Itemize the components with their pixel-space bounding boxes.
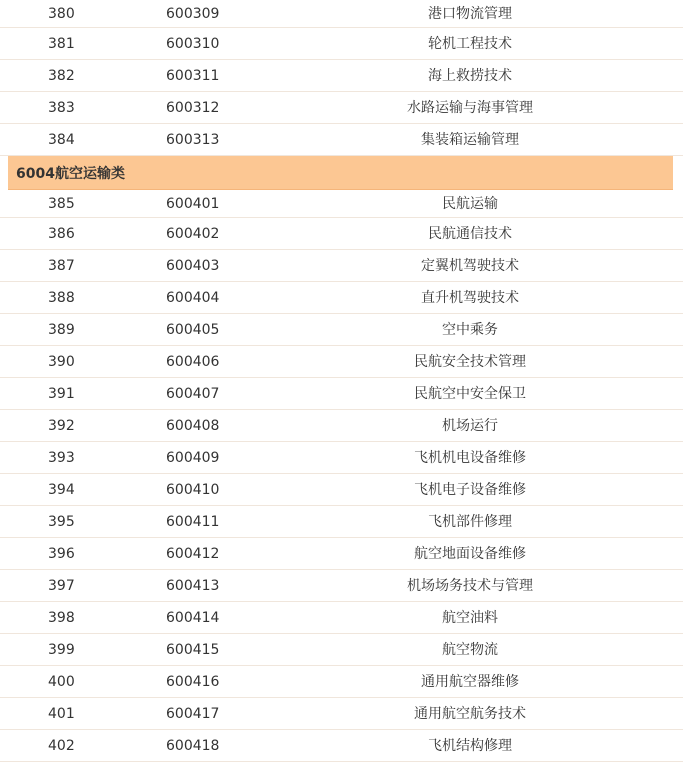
table-body-top xyxy=(0,0,683,156)
major-code: 600409 xyxy=(166,449,220,466)
major-code: 600414 xyxy=(166,609,220,626)
table-row xyxy=(0,698,683,730)
table-row xyxy=(0,442,683,474)
major-name: 飞机结构修理 xyxy=(428,737,512,754)
major-code: 600401 xyxy=(166,195,220,212)
major-name: 通用航空器维修 xyxy=(421,673,519,690)
major-code: 600413 xyxy=(166,577,220,594)
major-name: 港口物流管理 xyxy=(428,5,512,22)
major-code: 600313 xyxy=(166,131,220,148)
table-row xyxy=(0,474,683,506)
table-row xyxy=(0,570,683,602)
row-number: 395 xyxy=(48,513,75,530)
table-row xyxy=(0,666,683,698)
major-code: 600412 xyxy=(166,545,220,562)
table-row xyxy=(0,634,683,666)
major-code: 600405 xyxy=(166,321,220,338)
major-code: 600410 xyxy=(166,481,220,498)
major-name: 集装箱运输管理 xyxy=(421,131,519,148)
major-code: 600403 xyxy=(166,257,220,274)
table-row xyxy=(0,218,683,250)
row-number: 390 xyxy=(48,353,75,370)
major-name: 机场场务技术与管理 xyxy=(407,577,533,594)
major-code: 600407 xyxy=(166,385,220,402)
major-code: 600411 xyxy=(166,513,220,530)
major-code: 600404 xyxy=(166,289,220,306)
major-name: 直升机驾驶技术 xyxy=(421,289,519,306)
row-number: 387 xyxy=(48,257,75,274)
table-row xyxy=(0,92,683,124)
table-row xyxy=(0,282,683,314)
row-number: 394 xyxy=(48,481,75,498)
table-row xyxy=(0,190,683,218)
row-number: 399 xyxy=(48,641,75,658)
table-row xyxy=(0,410,683,442)
row-number: 389 xyxy=(48,321,75,338)
row-number: 382 xyxy=(48,67,75,84)
major-name: 轮机工程技术 xyxy=(428,35,512,52)
row-number: 388 xyxy=(48,289,75,306)
major-name: 空中乘务 xyxy=(442,321,498,338)
major-name: 水路运输与海事管理 xyxy=(407,99,533,116)
major-name: 民航空中安全保卫 xyxy=(414,385,526,402)
table-row xyxy=(0,314,683,346)
major-name: 民航通信技术 xyxy=(428,225,512,242)
major-code: 600416 xyxy=(166,673,220,690)
major-name: 民航安全技术管理 xyxy=(414,353,526,370)
table-row xyxy=(0,60,683,92)
major-code: 600418 xyxy=(166,737,220,754)
major-code: 600408 xyxy=(166,417,220,434)
major-code: 600309 xyxy=(166,5,220,22)
row-number: 392 xyxy=(48,417,75,434)
major-code: 600312 xyxy=(166,99,220,116)
table-row xyxy=(0,730,683,762)
table-row xyxy=(0,28,683,60)
row-number: 385 xyxy=(48,195,75,212)
major-code: 600402 xyxy=(166,225,220,242)
major-code: 600417 xyxy=(166,705,220,722)
row-number: 386 xyxy=(48,225,75,242)
row-number: 397 xyxy=(48,577,75,594)
major-name: 飞机电子设备维修 xyxy=(414,481,526,498)
row-number: 384 xyxy=(48,131,75,148)
table-row xyxy=(0,250,683,282)
table-row xyxy=(0,602,683,634)
table-body-bottom xyxy=(0,190,683,762)
row-number: 396 xyxy=(48,545,75,562)
major-name: 民航运输 xyxy=(442,195,498,212)
row-number: 383 xyxy=(48,99,75,116)
major-name: 定翼机驾驶技术 xyxy=(421,257,519,274)
table-row xyxy=(0,346,683,378)
major-name: 航空物流 xyxy=(442,641,498,658)
major-code: 600415 xyxy=(166,641,220,658)
row-number: 380 xyxy=(48,5,75,22)
category-header xyxy=(8,156,673,190)
major-name: 海上救捞技术 xyxy=(428,67,512,84)
major-name: 机场运行 xyxy=(442,417,498,434)
major-name: 通用航空航务技术 xyxy=(414,705,526,722)
row-number: 401 xyxy=(48,705,75,722)
major-code: 600406 xyxy=(166,353,220,370)
row-number: 398 xyxy=(48,609,75,626)
major-name: 航空地面设备维修 xyxy=(414,545,526,562)
table-row xyxy=(0,378,683,410)
major-name: 飞机部件修理 xyxy=(428,513,512,530)
category-label: 6004航空运输类 xyxy=(16,165,125,182)
row-number: 402 xyxy=(48,737,75,754)
row-number: 391 xyxy=(48,385,75,402)
major-code: 600311 xyxy=(166,67,220,84)
row-number: 393 xyxy=(48,449,75,466)
table-row xyxy=(0,538,683,570)
table-row xyxy=(0,124,683,156)
major-name: 航空油料 xyxy=(442,609,498,626)
table-row xyxy=(0,0,683,28)
major-name: 飞机机电设备维修 xyxy=(414,449,526,466)
major-code: 600310 xyxy=(166,35,220,52)
row-number: 400 xyxy=(48,673,75,690)
table-row xyxy=(0,506,683,538)
row-number: 381 xyxy=(48,35,75,52)
